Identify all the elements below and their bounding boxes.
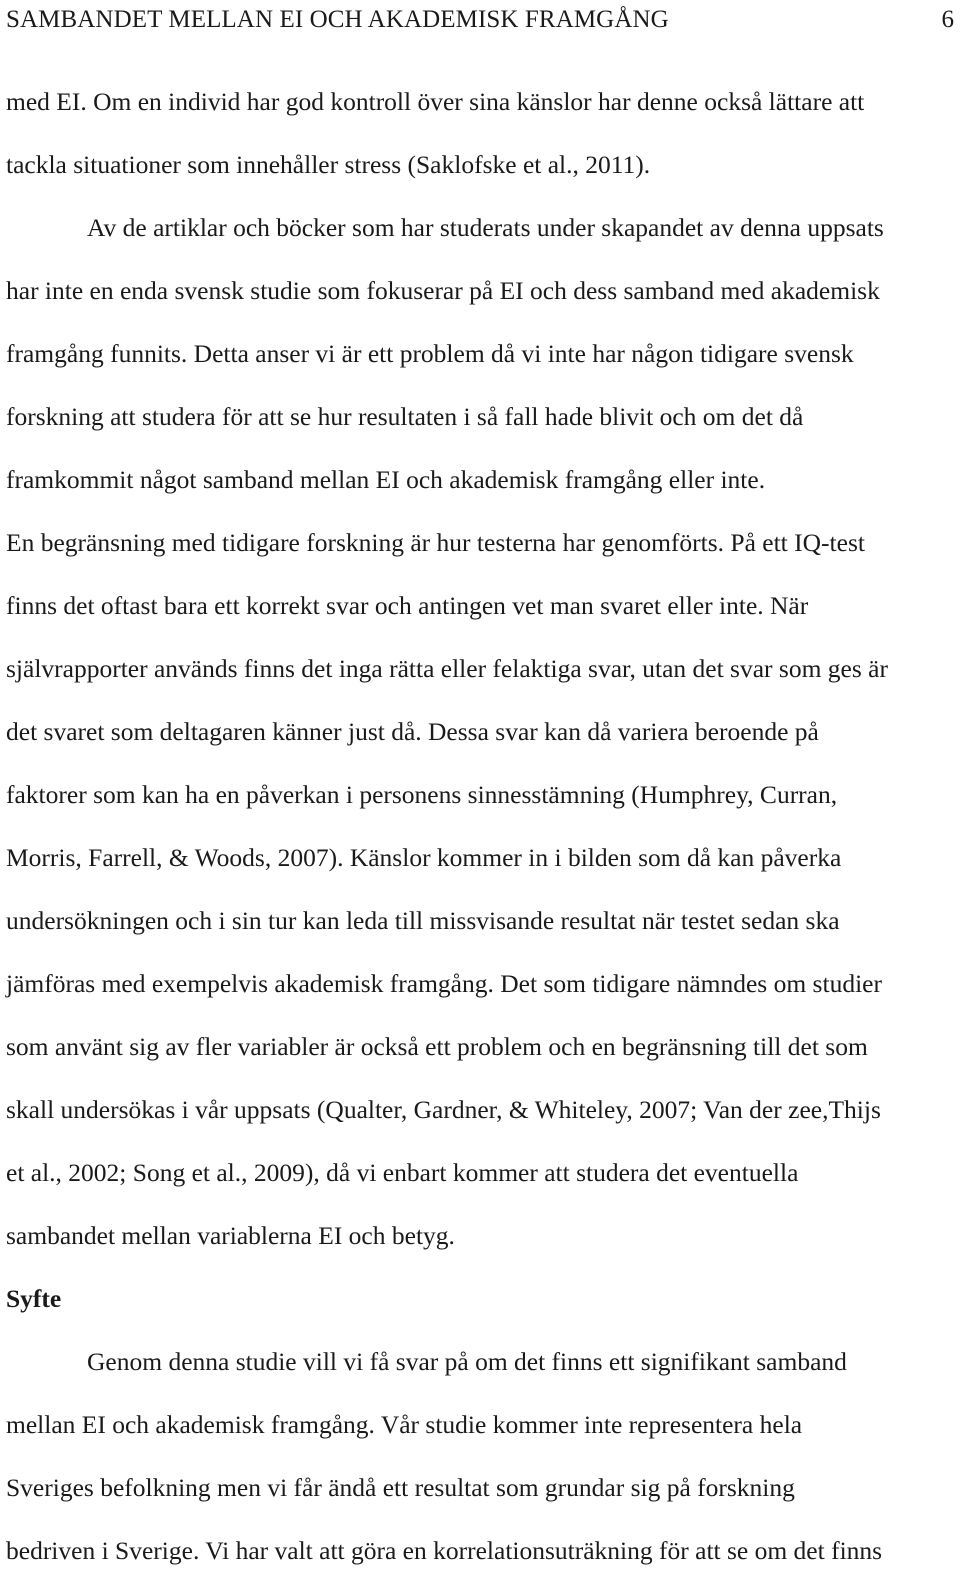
body-line: tackla situationer som innehåller stress (Saklofske et al., 2011). — [6, 150, 651, 179]
section-line: Genom denna studie vill vi få svar på om det finns ett signifikant samband — [87, 1347, 847, 1376]
section-line: Sveriges befolkning men vi får ändå ett resultat som grundar sig på forskning — [6, 1473, 795, 1502]
body-line: finns det oftast bara ett korrekt svar och antingen vet man svaret eller inte. När — [6, 591, 809, 620]
body-line: undersökningen och i sin tur kan leda till missvisande resultat när testet sedan ska — [6, 906, 840, 935]
body-line: som använt sig av fler variabler är också ett problem och en begränsning till det som — [6, 1032, 868, 1061]
section-heading: Syfte — [6, 1284, 62, 1313]
body-line: självrapporter används finns det inga rätta eller felaktiga svar, utan det svar som ges är — [6, 654, 888, 683]
body-line: faktorer som kan ha en påverkan i personens sinnesstämning (Humphrey, Curran, — [6, 780, 838, 809]
body-line: Av de artiklar och böcker som har studerats under skapandet av denna uppsats — [87, 213, 884, 242]
section-line: bedriven i Sverige. Vi har valt att göra en korrelationsuträkning för att se om det finns — [6, 1536, 883, 1565]
body-line: skall undersökas i vår uppsats (Qualter, Gardner, & Whiteley, 2007; Van der zee,Thijs — [6, 1095, 881, 1124]
page-number: 6 — [941, 6, 954, 33]
body-line: En begränsning med tidigare forskning är hur testerna har genomförts. På ett IQ-test — [6, 528, 865, 557]
body-line: sambandet mellan variablerna EI och betyg. — [6, 1221, 455, 1250]
body-line: det svaret som deltagaren känner just då. Dessa svar kan då variera beroende på — [6, 717, 819, 746]
running-head — [6, 4, 954, 36]
section-line: mellan EI och akademisk framgång. Vår studie kommer inte representera hela — [6, 1410, 803, 1439]
body-line: jämföras med exempelvis akademisk framgång. Det som tidigare nämndes om studier — [6, 969, 882, 998]
body-line: framgång funnits. Detta anser vi är ett problem då vi inte har någon tidigare svensk — [6, 339, 854, 368]
running-title: SAMBANDET MELLAN EI OCH AKADEMISK FRAMGÅNG — [6, 6, 669, 33]
body-line: Morris, Farrell, & Woods, 2007). Känslor kommer in i bilden som då kan påverka — [6, 843, 842, 872]
body-line: forskning att studera för att se hur resultaten i så fall hade blivit och om det då — [6, 402, 804, 431]
body-line: et al., 2002; Song et al., 2009), då vi enbart kommer att studera det eventuella — [6, 1158, 799, 1187]
body-line: framkommit något samband mellan EI och akademisk framgång eller inte. — [6, 465, 766, 494]
body-line: med EI. Om en individ har god kontroll över sina känslor har denne också lättare att — [6, 87, 865, 116]
body-line: har inte en enda svensk studie som fokuserar på EI och dess samband med akademisk — [6, 276, 880, 305]
